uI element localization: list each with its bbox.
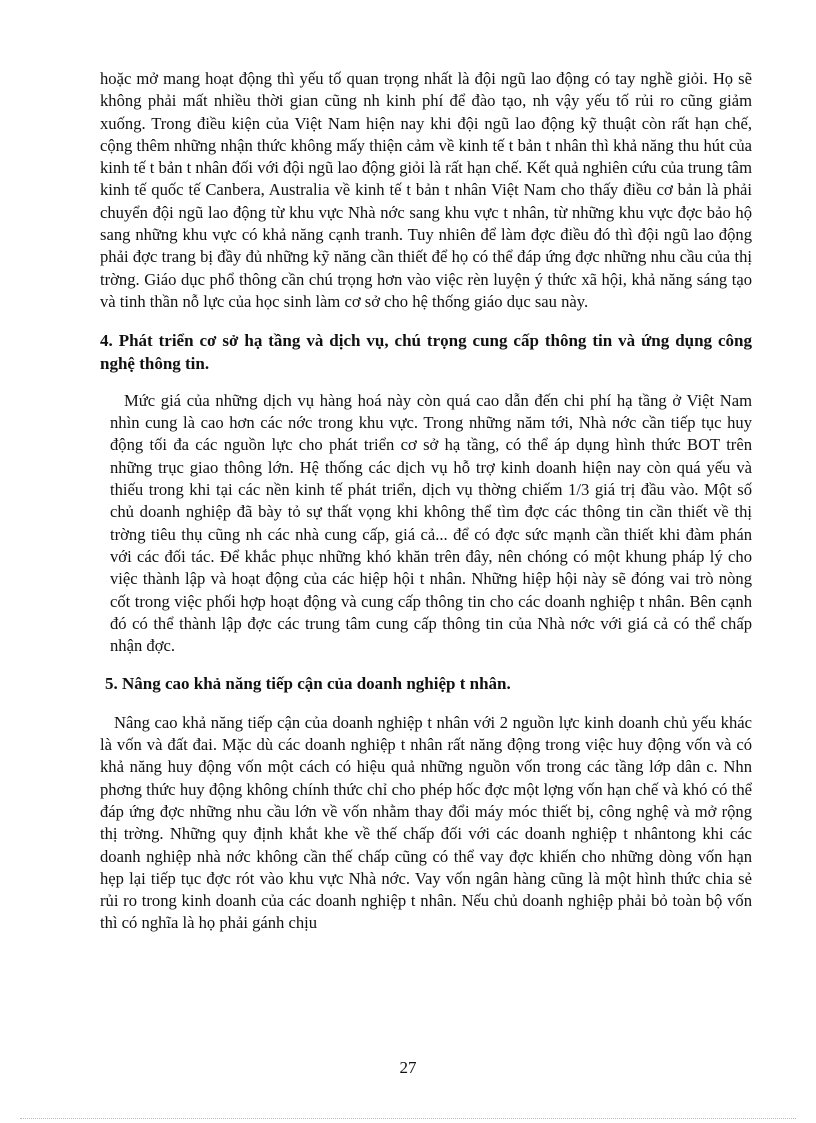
body-paragraph: Mức giá của những dịch vụ hàng hoá này còn quá cao dẫn đến chi phí hạ tầng ở Việt Nam nhìn cung là cao hơn các nớc trong khu vực. Trong những năm tới, Nhà nớc cần tiếp tục huy động tối đa các nguồn lực cho phát triển cơ sở hạ tầng, có thể áp dụng hình thức BOT trên những trục giao thông lớn. Hệ thống các dịch vụ hỗ trợ kinh doanh hiện nay còn quá yếu và thiếu trong khi tại các nền kinh tế phát triển, dịch vụ thờng chiếm 1/3 giá trị đầu vào. Một số chủ doanh nghiệp đã bày tỏ sự thất vọng khi không thể tìm đợc các thông tin cần thiết về thị trờng tiêu thụ cũng nh các nhà cung cấp, giá cả... để có đợc sức mạnh cần thiết khi đàm phán với các đối tác. Để khắc phục những khó khăn trên đây, nên chóng có một khung pháp lý cho việc thành lập và hoạt động của các hiệp hội t nhân. Những hiệp hội này sẽ đóng vai trò nòng cốt trong việc phối hợp hoạt động và cung cấp thông tin cho các doanh nghiệp t nhân. Bên cạnh đó có thể thành lập đợc các trung tâm cung cấp thông tin của Nhà nớc với giá cả có thể chấp nhận đợc. xyxy=(110,390,752,656)
page-bottom-divider xyxy=(20,1118,796,1119)
page-body xyxy=(100,68,752,935)
section-heading: 4. Phát triển cơ sở hạ tầng và dịch vụ, chú trọng cung cấp thông tin và ứng dụng công nghệ thông tin. xyxy=(100,331,752,373)
body-paragraph: hoặc mở mang hoạt động thì yếu tố quan trọng nhất là đội ngũ lao động có tay nghề giỏi. Họ sẽ không phải mất nhiều thời gian cũng nh kinh phí để đào tạo, nh vậy yếu tố rủi ro cũng giảm xuống. Trong điều kiện của Việt Nam hiện nay khi đội ngũ lao động kỹ thuật còn rất hạn chế, cộng thêm những nhận thức không mấy thiện cảm về kinh tế t bản t nhân thì khả năng thu hút của kinh tế t bản t nhân đối với đội ngũ lao động giỏi là rất hạn chế. Kết quả nghiên cứu của trung tâm kinh tế quốc tế Canbera, Australia về kinh tế t bản t nhân Việt Nam cho thấy điều cơ bản là phải chuyển đội ngũ lao động từ khu vực Nhà nớc sang khu vực t nhân, từ những khu vực đợc bảo hộ sang những khu vực có khả năng cạnh tranh. Tuy nhiên để làm đợc điều đó thì đội ngũ lao động phải đợc trang bị đầy đủ những kỹ năng cần thiết để họ có thể đáp ứng đợc những nhu cầu của thị trờng. Giáo dục phổ thông cần chú trọng hơn vào việc rèn luyện ý thức xã hội, khả năng sáng tạo và tinh thần nỗ lực của học sinh làm cơ sở cho hệ thống giáo dục sau này. xyxy=(100,69,752,311)
body-paragraph: Nâng cao khả năng tiếp cận của doanh nghiệp t nhân với 2 nguồn lực kinh doanh chủ yếu khác là vốn và đất đai. Mặc dù các doanh nghiệp t nhân rất năng động trong việc huy động vốn và có khả năng huy động vốn một cách có hiệu quả những nguồn vốn trong các tầng lớp dân c. Nhn phơng thức huy động không chính thức chỉ cho phép hốc đợc một lợng vốn hạn chế và khó có thể đáp ứng đợc những nhu cầu lớn về vốn nhằm thay đổi máy móc thiết bị, công nghệ và mở rộng thị trờng. Những quy định khắt khe về thế chấp đối với các doanh nghiệp t nhântong khi các doanh nghiệp nhà nớc không cần thế chấp cũng có thể vay đợc khiến cho những dòng vốn hạn hẹp lại tiếp tục đợc rót vào khu vực Nhà nớc. Vay vốn ngân hàng cũng là một hình thức chia sẻ rủi ro trong kinh doanh của các doanh nghiệp t nhân. Nếu chủ doanh nghiệp phải bỏ toàn bộ vốn thì có nghĩa là họ phải gánh chịu xyxy=(100,712,752,933)
page-number: 27 xyxy=(399,1058,417,1077)
section-heading: 5. Nâng cao khả năng tiếp cận của doanh nghiệp t nhân. xyxy=(105,674,511,694)
